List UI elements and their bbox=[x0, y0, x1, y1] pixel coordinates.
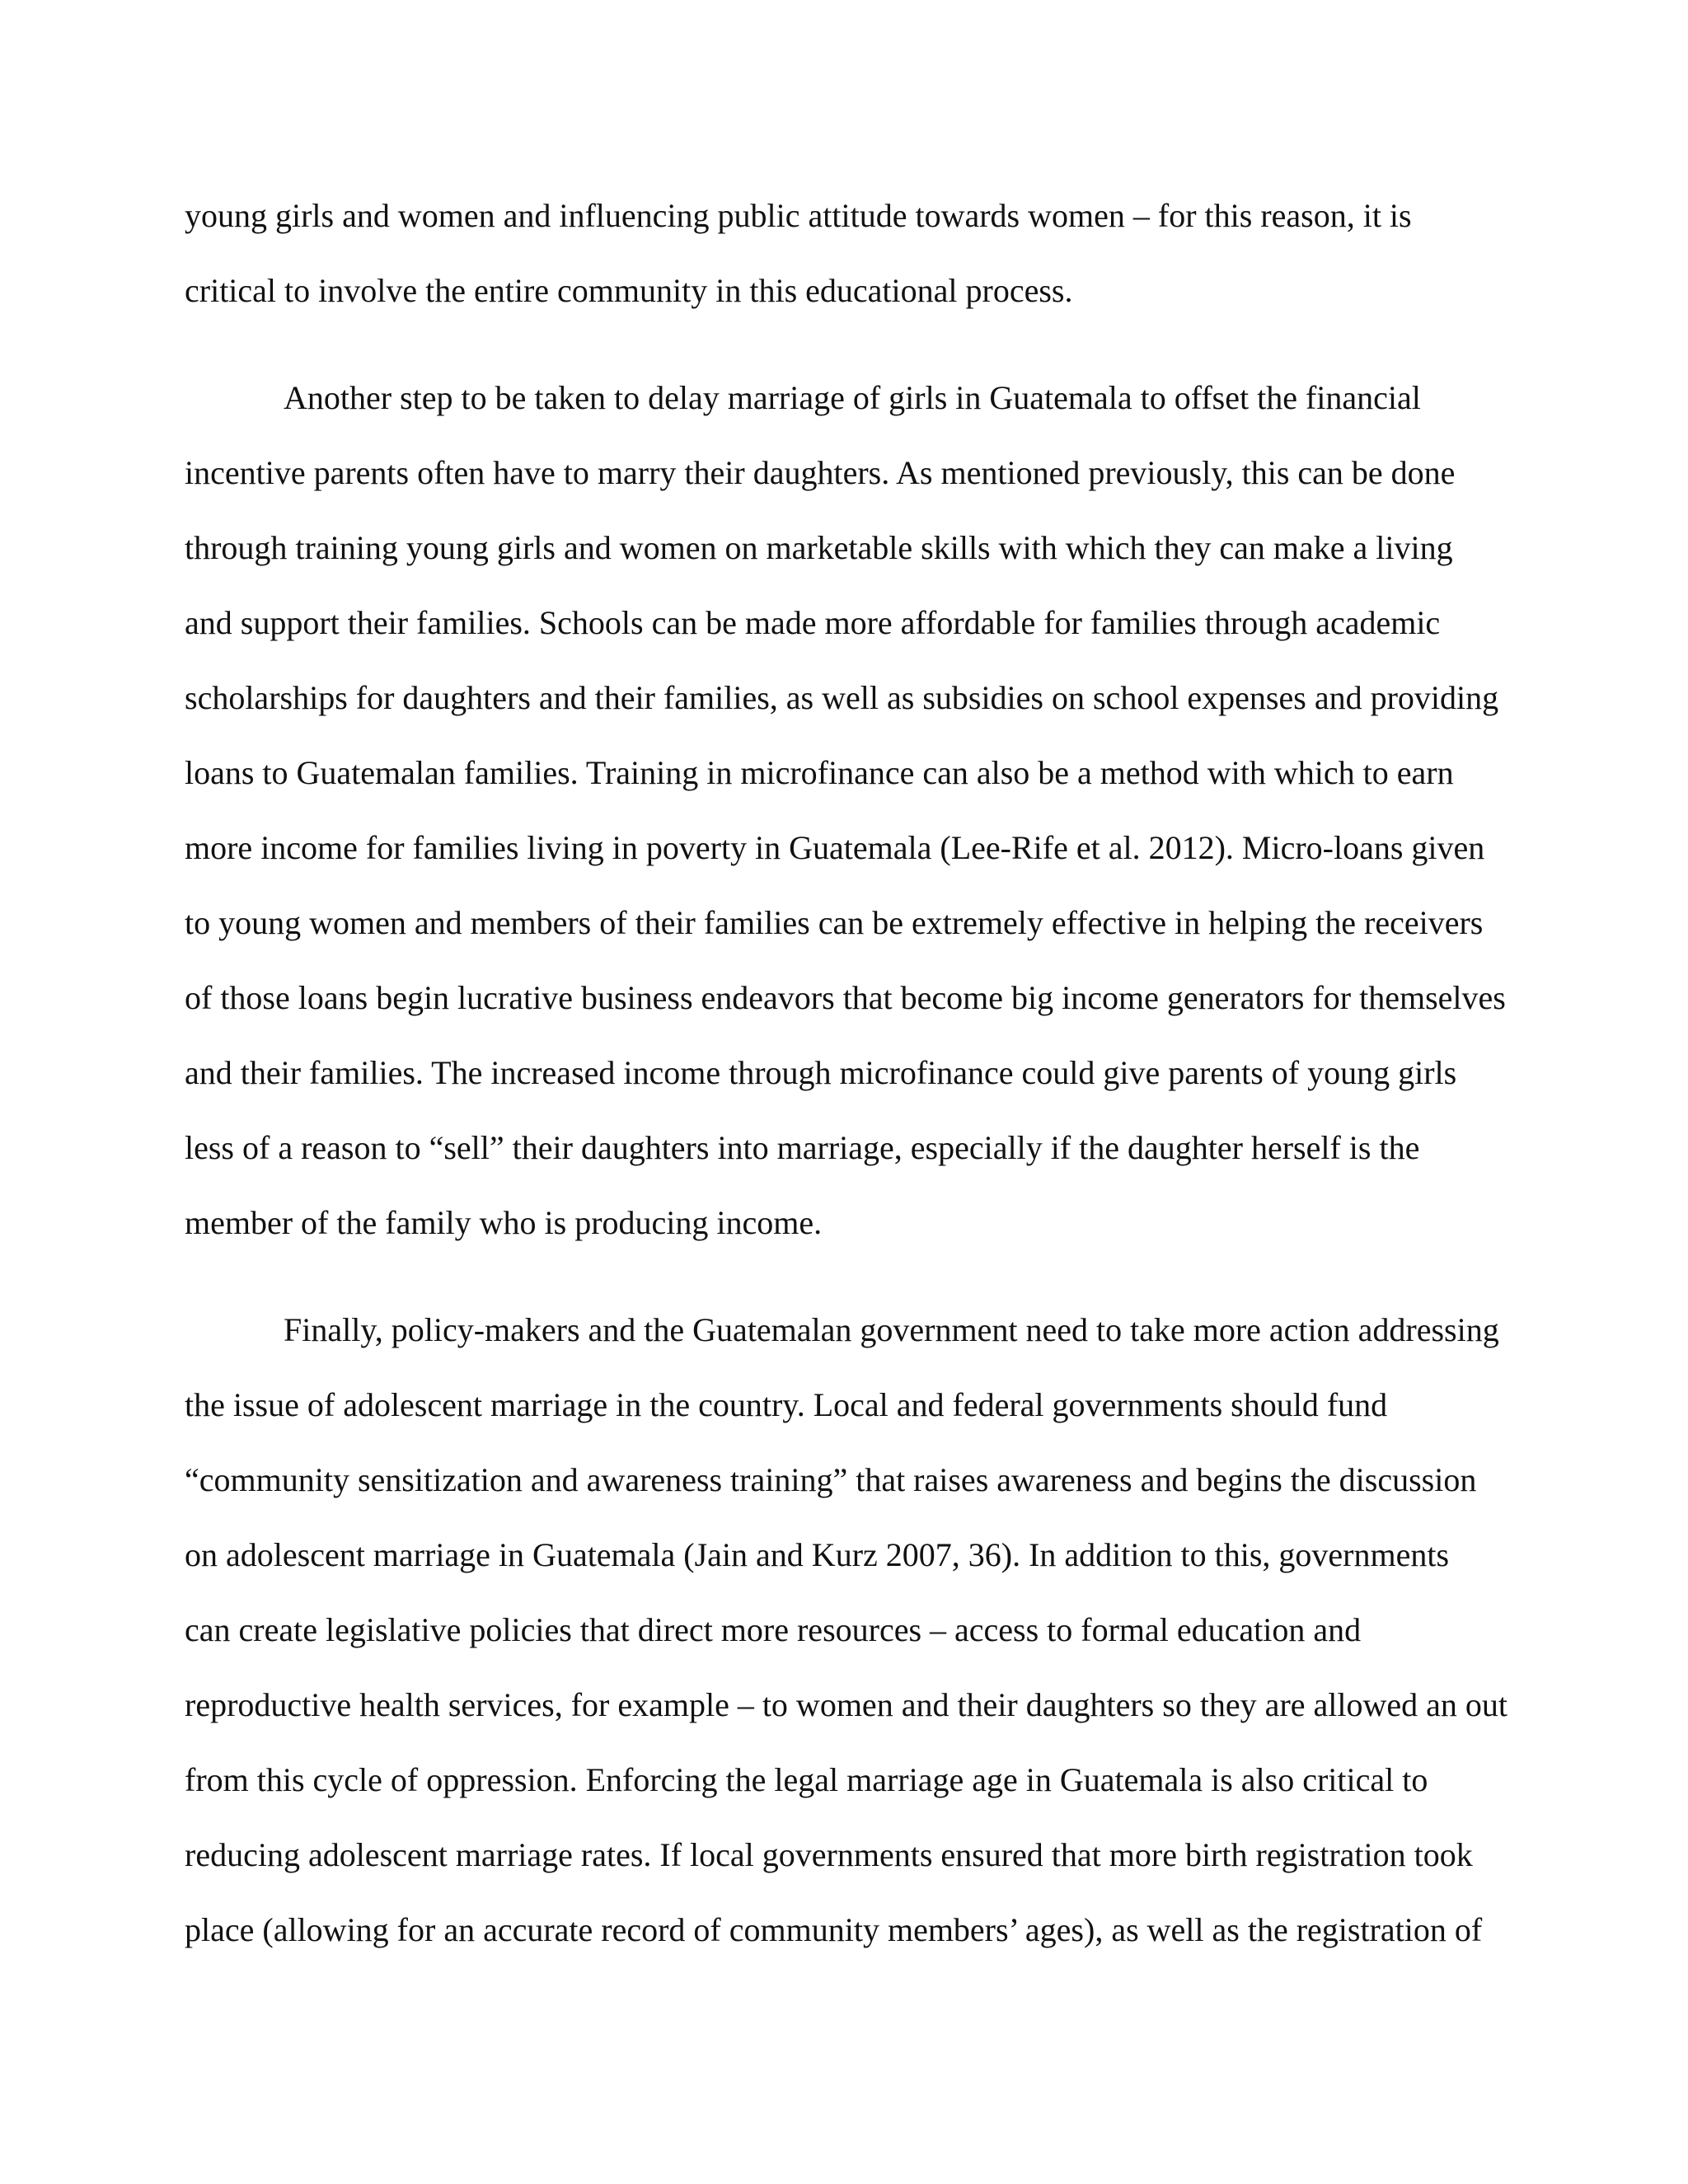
paragraph-3-line-9: place (allowing for an accurate record of community members’ ages), as well as the registration of bbox=[185, 1911, 1483, 1948]
paragraph-2-line-11: less of a reason to “sell” their daughters into marriage, especially if the daughter herself is the bbox=[185, 1129, 1420, 1166]
paragraph-2-line-7: more income for families living in poverty in Guatemala (Lee-Rife et al. 2012). Micro-loans given bbox=[185, 829, 1485, 866]
paragraph-1-line-1: young girls and women and influencing public attitude towards women – for this reason, it is bbox=[185, 197, 1412, 234]
paragraph-2-line-6: loans to Guatemalan families. Training in microfinance can also be a method with which to earn bbox=[185, 754, 1454, 791]
paragraph-2-line-10: and their families. The increased income through microfinance could give parents of young girls bbox=[185, 1054, 1457, 1091]
paragraph-3-line-4: on adolescent marriage in Guatemala (Jain and Kurz 2007, 36). In addition to this, governments bbox=[185, 1536, 1450, 1573]
paragraph-2-line-8: to young women and members of their families can be extremely effective in helping the receivers bbox=[185, 904, 1484, 941]
paragraph-3-line-1: Finally, policy-makers and the Guatemalan government need to take more action addressing bbox=[284, 1311, 1499, 1348]
paragraph-2-line-5: scholarships for daughters and their families, as well as subsidies on school expenses and providing bbox=[185, 679, 1499, 716]
paragraph-3-line-8: reducing adolescent marriage rates. If local governments ensured that more birth registration took bbox=[185, 1836, 1473, 1873]
paragraph-2-line-3: through training young girls and women on marketable skills with which they can make a living bbox=[185, 529, 1453, 566]
paragraph-2-line-4: and support their families. Schools can be made more affordable for families through academic bbox=[185, 604, 1441, 641]
paragraph-3-line-2: the issue of adolescent marriage in the country. Local and federal governments should fund bbox=[185, 1386, 1388, 1423]
paragraph-1-line-2: critical to involve the entire community in this educational process. bbox=[185, 272, 1073, 309]
paragraph-2-line-9: of those loans begin lucrative business endeavors that become big income generators for themselves bbox=[185, 979, 1506, 1016]
paragraph-3-line-5: can create legislative policies that direct more resources – access to formal education and bbox=[185, 1611, 1362, 1648]
paragraph-2-line-12: member of the family who is producing income. bbox=[185, 1204, 823, 1241]
paragraph-3-line-7: from this cycle of oppression. Enforcing the legal marriage age in Guatemala is also critical to bbox=[185, 1761, 1428, 1798]
paragraph-2-line-1: Another step to be taken to delay marriage of girls in Guatemala to offset the financial bbox=[284, 379, 1421, 416]
paragraph-3-line-6: reproductive health services, for example – to women and their daughters so they are allowed an out bbox=[185, 1686, 1507, 1723]
paragraph-2-line-2: incentive parents often have to marry their daughters. As mentioned previously, this can be done bbox=[185, 454, 1456, 491]
paragraph-3-line-3: “community sensitization and awareness training” that raises awareness and begins the discussion bbox=[185, 1461, 1477, 1498]
